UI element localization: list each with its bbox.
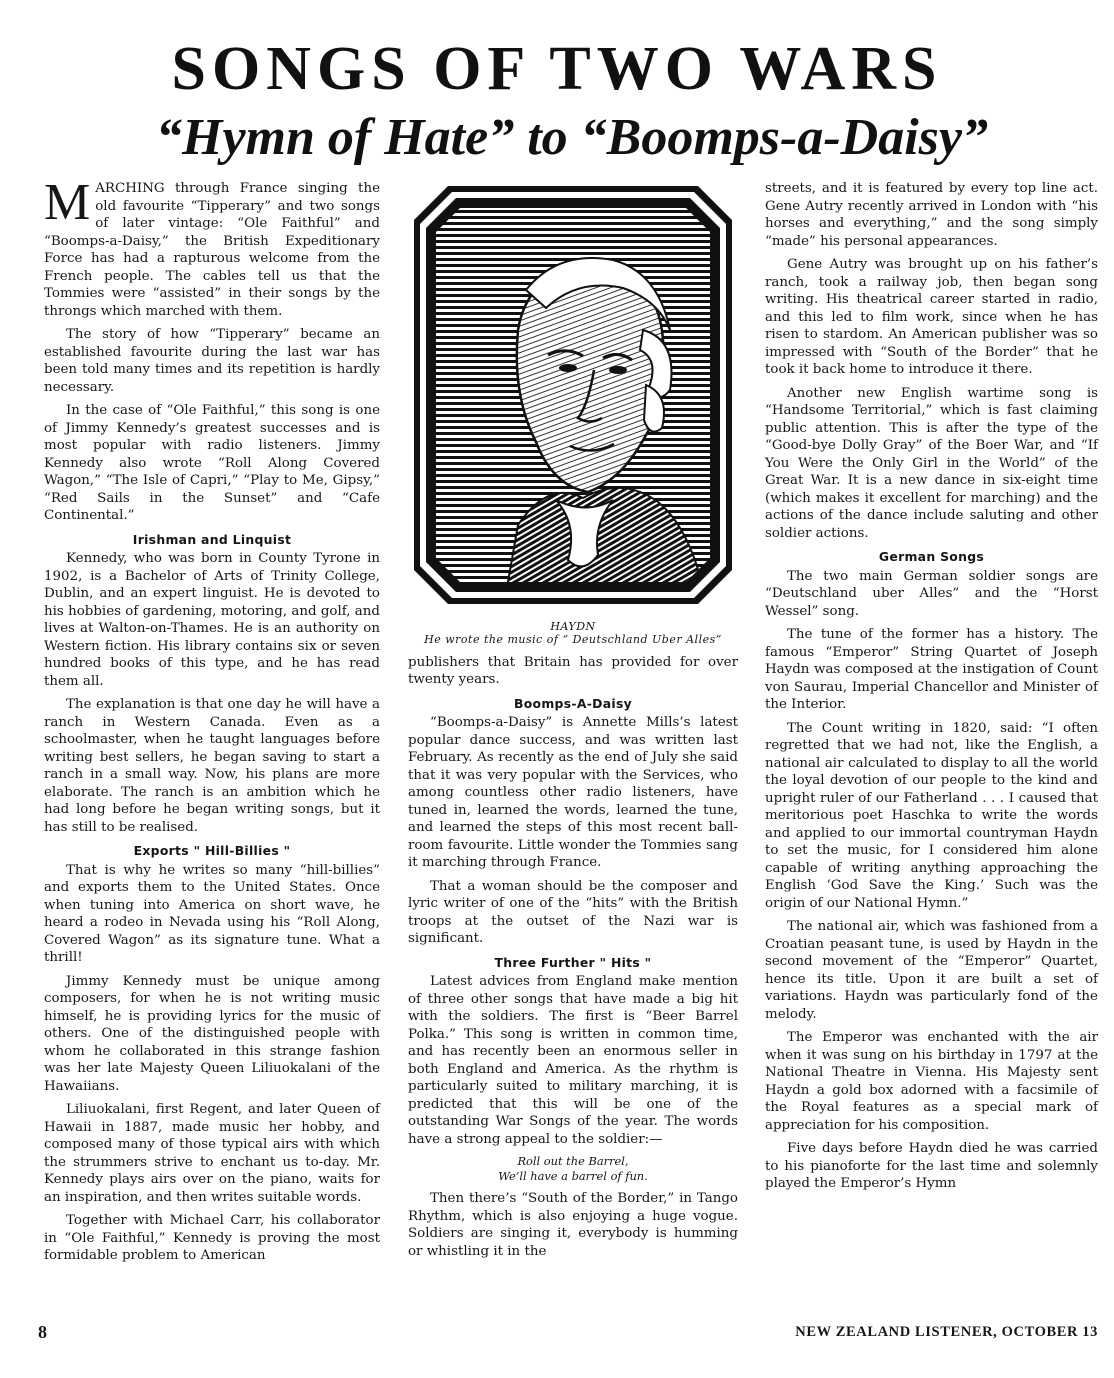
verse-line: Roll out the Barrel, — [517, 1154, 629, 1168]
column-1 — [44, 174, 380, 1271]
column-2 — [408, 180, 738, 1266]
publication-footer: NEW ZEALAND LISTENER, OCTOBER 13 — [795, 1324, 1098, 1340]
section-heading: Boomps-A-Daisy — [513, 695, 633, 711]
paragraph: Five days before Haydn died he was carried to his pianoforte for the last time and solemnly played the Emperor’s Hymn — [765, 1141, 1098, 1191]
section-heading: Irishman and Linquist — [132, 531, 292, 547]
section-heading: Exports " Hill-Billies " — [133, 843, 291, 858]
article-title: SONGS OF TWO WARS — [171, 35, 943, 103]
paragraph: streets, and it is featured by every top line act. Gene Autry recently arrived in London with “his horses and everything,” and the song simply “made” his personal appearances. — [765, 181, 1098, 249]
paragraph: The Count writing in 1820, said: “I often regretted that we had not, like the English, a national air calculated to display to all the world the loyal devotion of our people to the kind and upright ruler of our Fatherland . . . I caused that meritorious poet Haschka to write the words and applied to our immortal countryman Haydn to set the music, for I considered him alone capable of writing anything approaching the English ‘God Save the King.’ Such was the origin of our National Hymn.” — [765, 720, 1098, 911]
haydn-portrait — [408, 180, 738, 610]
paragraph: Then there’s “South of the Border,” in Tango Rhythm, which is also enjoying a huge vogue. Soldiers are singing it, everybody is humming or whistling it in the — [408, 1191, 738, 1259]
paragraph: That a woman should be the composer and lyric writer of one of the “hits” with the British troops at the outset of the Nazi war is significant. — [408, 878, 738, 946]
caption-name: HAYDN — [550, 619, 596, 633]
paragraph: The national air, which was fashioned from a Croatian peasant tune, is used by Haydn in the second movement of the “Emperor” Quartet, hence its title. Upon it are built a set of variations. Haydn was particularly fond of the melody. — [765, 919, 1098, 1022]
paragraph: The Emperor was enchanted with the air when it was sung on his birthday in 1797 at the National Theatre in Vienna. His Majesty sent Haydn a gold box adorned with a facsimile of the Royal features as a special mark of appreciation for his composition. — [765, 1030, 1098, 1133]
paragraph: Another new English wartime song is “Handsome Territorial,” which is fast claiming public attention. This is after the type of the “Good-bye Dolly Gray” of the Boer War, and “If You Were the Only Girl in the World” of the Great War. It is a new dance in six-eight time (which makes it excellent for marching) and the actions of the dance include saluting and other soldier actions. — [765, 385, 1098, 541]
paragraph: Together with Michael Carr, his collaborator in “Ole Faithful,” Kennedy is proving the most formidable problem to American — [44, 1213, 380, 1263]
paragraph: The tune of the former has a history. The famous “Emperor” String Quartet of Joseph Haydn was composed at the instigation of Count von Saurau, Imperial Chancellor and Minister of the Interior. — [765, 627, 1098, 712]
figure-caption — [408, 620, 738, 646]
paragraph: Jimmy Kennedy must be unique among composers, for when he is not writing music himself, he is providing lyrics for the music of others. One of the distinguished people with whom he collaborated in this strange fashion was her late Majesty Queen Liliuokalani of the Hawaiians. — [44, 973, 380, 1094]
song-verse — [408, 1154, 738, 1184]
paragraph: Gene Autry was brought up on his father’s ranch, took a railway job, then began song writing. His theatrical career started in radio, and this led to film work, since when he has risen to stardom. An American publisher was so impressed with “South of the Border” that he took it back home to introduce it there. — [765, 257, 1098, 377]
paragraph: MARCHING through France singing the old favourite “Tipperary” and two songs of later vintage: “Ole Faithful” and “Boomps-a-Daisy,” the British Expeditionary Force has had a rapturous welcome from the French people. The cables tell us that the Tommies were “assisted” in their songs by the throngs which marched with them. — [44, 174, 380, 319]
caption-text: He wrote the music of “ Deutschland Uber Alles” — [424, 632, 722, 646]
paragraph: Kennedy, who was born in County Tyrone in 1902, is a Bachelor of Arts of Trinity College, Dublin, and an expert linguist. He is devoted to his hobbies of gardening, motoring, and golf, and lives at Walton-on-Thames. He is an authority on Western fiction. His library contains six or seven hundred books of this type, and he has read them all. — [44, 551, 380, 689]
paragraph: publishers that Britain has provided for over twenty years. — [408, 654, 738, 687]
section-heading: German Songs — [878, 549, 985, 564]
column-3 — [765, 180, 1098, 1199]
paragraph: That is why he writes so many “hill-billies” and exports them to the United States. Once when tuning into America on short wave, he heard a rodeo in Nevada using his “Roll Along, Covered Wagon” as its signature tune. What a thrill! — [44, 862, 380, 965]
paragraph: The two main German soldier songs are “Deutschland uber Alles” and the “Horst Wessel” song. — [765, 568, 1098, 619]
paragraph: Liliuokalani, first Regent, and later Queen of Hawaii in 1887, made music her hobby, and composed many of those typical airs with which the strummers strive to enchant us to-day. Mr. Kennedy plays airs over on the piano, waits for an inspiration, and then writes suitable words. — [44, 1102, 380, 1205]
paragraph: The story of how “Tipperary” became an established favourite during the last war has been told many times and its repetition is hardly necessary. — [44, 327, 380, 395]
verse-line: We’ll have a barrel of fun. — [498, 1169, 648, 1183]
section-heading: Three Further " Hits " — [494, 954, 652, 970]
article-subtitle: “Hymn of Hate” to “Boomps-a-Daisy” — [156, 109, 988, 166]
paragraph: In the case of “Ole Faithful,” this song is one of Jimmy Kennedy’s greatest successes and is most popular with radio listeners. Jimmy Kennedy also wrote “Roll Along Covered Wagon,” “The Isle of Capri,” “Play to Me, Gipsy,” “Red Sails in the Sunset” and “Cafe Continental.” — [44, 403, 380, 523]
drop-cap: M — [44, 174, 91, 231]
paragraph: Latest advices from England make mention of three other songs that have made a big hit with the soldiers. The first is “Beer Barrel Polka.” This song is written in common time, and has recently been an enormous seller in both England and America. As the rhythm is particularly suited to military marching, it is predicted that this will be one of the outstanding War Songs of the year. The words have a strong appeal to the soldier:— — [408, 974, 738, 1147]
page-number: 8 — [38, 1322, 47, 1342]
paragraph: “Boomps-a-Daisy” is Annette Mills’s latest popular dance success, and was written last February. As recently as the end of July she said that it was very popular with the Services, who among countless other radio listeners, have tuned in, learned the words, learned the tune, and learned the steps of this most recent ball-room favourite. Little wonder the Tommies sang it marching through France. — [408, 715, 738, 870]
paragraph: The explanation is that one day he will have a ranch in Western Canada. Even as a schoolmaster, when he taught languages before writing best sellers, he began saving to start a ranch in a small way. Now, his plans are more elaborate. The ranch is an ambition which he had long before he began writing songs, but it has still to be realised. — [44, 697, 380, 835]
